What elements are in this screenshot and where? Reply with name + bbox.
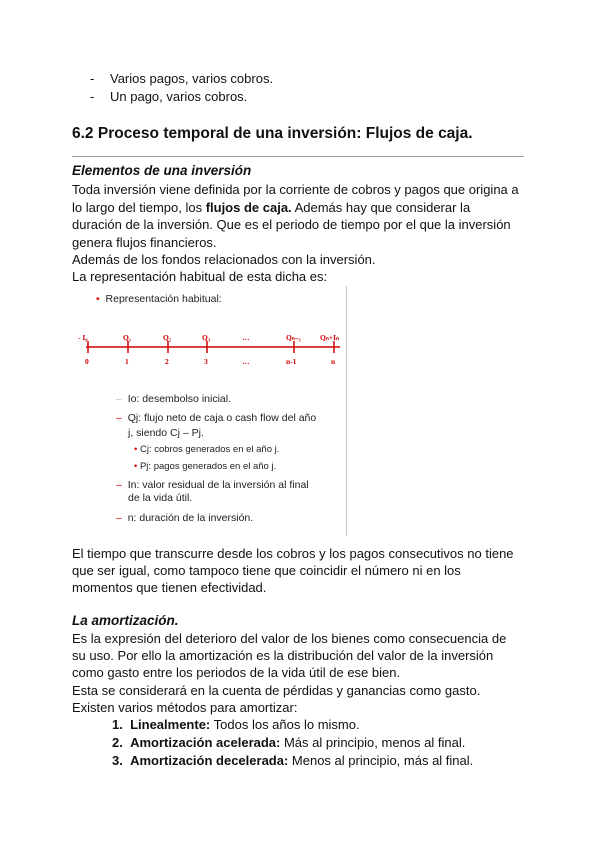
method-number: 2. (112, 735, 123, 750)
slide-subitem (134, 461, 276, 472)
method-item (112, 752, 473, 770)
slide-item-text: Io: desembolso inicial. (127, 393, 231, 405)
slide-item (116, 393, 231, 405)
paragraph-line: Esta se considerará en la cuenta de pérdidas y ganancias como gasto. (72, 683, 481, 698)
bullet-dot: • (134, 461, 138, 472)
paragraph-line: Además de los fondos relacionados con la inversión. (72, 252, 376, 267)
slide-subitem-text: Pj: pagos generados en el año j. (139, 461, 277, 472)
text-span: lo largo del tiempo, los (72, 200, 206, 215)
timeline-bottom-label: 2 (165, 357, 169, 366)
paragraph-line: Toda inversión viene definida por la corriente de cobros y pagos que origina a (72, 182, 519, 197)
paragraph-line: momentos que tienen efectividad. (72, 580, 267, 595)
paragraph-line: su uso. Por ello la amortización es la distribución del valor de la inversión (72, 648, 494, 663)
timeline-bottom-label: … (242, 357, 250, 366)
slide-subitem (134, 444, 279, 455)
horizontal-rule (72, 156, 524, 157)
slide-item-text: In: valor residual de la inversión al final (127, 479, 309, 491)
top-list-text: Varios pagos, varios cobros. (110, 71, 274, 86)
amortizacion-heading: La amortización. (72, 613, 179, 628)
dash-bullet: – (116, 512, 122, 524)
method-name: Amortización acelerada: (130, 735, 281, 750)
method-item (112, 734, 473, 752)
top-list-text: Un pago, varios cobros. (110, 89, 248, 104)
paragraph-line: como gasto entre los periodos de la vida útil de ese bien. (72, 665, 401, 680)
slide-item-continued: j, siendo Cj – Pj. (128, 427, 204, 439)
timeline-top-label: - I₀ (78, 333, 88, 342)
paragraph-line (72, 199, 470, 217)
bullet-dot: • (134, 444, 138, 455)
timeline-top-label: Q₂ (163, 333, 172, 342)
top-list-item (90, 70, 273, 88)
timeline-bottom-label: n-1 (286, 357, 297, 366)
dash-bullet: – (116, 479, 122, 491)
top-list-item (90, 88, 247, 106)
method-description: Más al principio, menos al final. (280, 735, 466, 750)
timeline-top-label: Q₁ (123, 333, 132, 342)
dash-bullet: – (116, 393, 122, 405)
slide-title: Representación habitual: (105, 293, 222, 305)
method-number: 3. (112, 753, 123, 768)
timeline-bottom-label: 1 (125, 357, 129, 366)
dash-bullet: – (116, 412, 122, 424)
bullet-dot: • (96, 293, 100, 305)
paragraph-line: El tiempo que transcurre desde los cobros y los pagos consecutivos no tiene (72, 546, 514, 561)
dash-bullet: - (90, 89, 95, 104)
slide-item-text: Qj: flujo neto de caja o cash flow del año (127, 412, 317, 424)
paragraph-line: Es la expresión del deterioro del valor de los bienes como consecuencia de (72, 631, 507, 646)
timeline-top-label: Qₙ+Iₙ (320, 333, 340, 342)
timeline-top-label: Q₃ (202, 333, 211, 342)
paragraph-line: genera flujos financieros. (72, 235, 217, 250)
slide-item-continued: de la vida útil. (128, 492, 193, 504)
text-span: Además hay que considerar la (291, 200, 471, 215)
timeline-top-label: Qₙ₋₁ (286, 333, 302, 342)
method-description: Menos al principio, más al final. (288, 753, 474, 768)
slide-item (116, 512, 253, 524)
slide-item-text: n: duración de la inversión. (127, 512, 254, 524)
method-description: Todos los años lo mismo. (210, 717, 360, 732)
timeline-bottom-label: n (331, 357, 336, 366)
timeline-top-label: … (242, 333, 250, 342)
slide-title-row (96, 293, 222, 305)
slide-figure (78, 286, 348, 534)
section-heading: 6.2 Proceso temporal de una inversión: Flujos de caja. (72, 125, 473, 142)
paragraph-line: que ser igual, como tampoco tiene que coincidir el número ni en los (72, 563, 461, 578)
paragraph-line: La representación habitual de esta dicha es: (72, 269, 328, 284)
methods-list (72, 716, 473, 770)
method-name: Amortización decelerada: (130, 753, 289, 768)
method-name: Linealmente: (130, 717, 211, 732)
slide-subitem-text: Cj: cobros generados en el año j. (139, 444, 280, 455)
slide-item (116, 479, 309, 491)
timeline-diagram (78, 326, 348, 376)
slide-item (116, 412, 316, 424)
timeline-bottom-label: 3 (204, 357, 208, 366)
paragraph-line: Existen varios métodos para amortizar: (72, 700, 298, 715)
elementos-heading: Elementos de una inversión (72, 163, 252, 178)
method-item (112, 716, 473, 734)
paragraph-line: duración de la inversión. Que es el periodo de tiempo por el que la inversión (72, 217, 511, 232)
timeline-bottom-label: 0 (85, 357, 89, 366)
dash-bullet: - (90, 71, 95, 86)
bold-term: flujos de caja. (205, 200, 292, 215)
method-number: 1. (112, 717, 123, 732)
